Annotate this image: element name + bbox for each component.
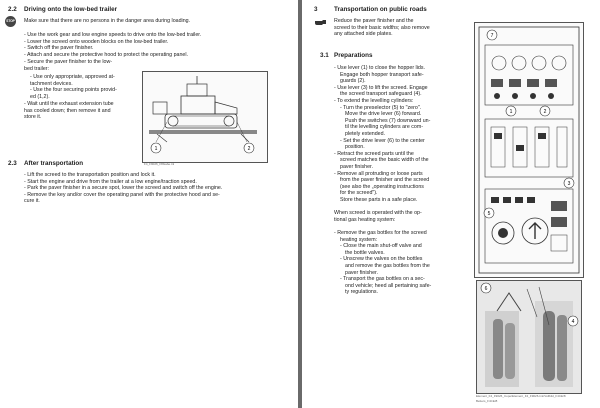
section-3-title: Transportation on public roads [334,6,427,13]
paver-on-trailer-figure [142,71,268,163]
bottom-callout-4: 4 [571,319,575,325]
paver-drawing [143,72,267,162]
right-manual-page [302,0,600,408]
figure-caption-1: Element_F4_F9026_Cope/Element_F4_F9026.tmt/Vollbild_F4CE/8 [476,394,566,398]
panel-callout-7: 7 [490,33,494,39]
paver-figure-caption: F4_F9026_F8/kabe.tnl [144,162,175,166]
section-3-number: 3 [314,6,318,13]
stop-icon: STOP [5,16,16,27]
panel-callout-5: 5 [487,211,491,217]
securing-substeps: - Use only appropriate, approved at- tachment devices. - Use the four securing points provid- ed (1,2). [30,74,117,100]
securing-step: - Secure the paver finisher to the low- bed trailer: [24,59,113,72]
hand-icon [314,17,328,27]
left-manual-page [0,0,298,408]
section-2-2-number: 2.2 [8,6,17,13]
figure-caption-2: Betters_F4CE/8 [476,399,498,403]
exhaust-step: - Wait until the exhaust extension tube has cooled down; then remove it and store it. [24,101,114,121]
section-2-2-title: Driving onto the low-bed trailer [24,6,118,13]
loading-steps: - Use the work gear and low engine speeds to drive onto the low-bed trailer. - Lower the screed onto wooden blocks on the low-bed trailer. - Switch off the paver finisher. - Attach and secure the protective hood to protect the operating panel. [24,32,202,58]
callout-2-label: 2 [247,146,251,152]
section-2-3-number: 2.3 [8,160,17,167]
reduce-width-note: Reduce the paver finisher and the screed to their basic widths; also remove any attached side plates. [334,18,430,38]
trailer-bed [149,130,257,134]
panel-callout-2: 2 [543,109,547,115]
loading-warning: Make sure that there are no persons in the danger area during loading. [24,18,191,24]
preparation-steps: - Use lever (1) to close the hopper lids. Engage both hopper transport safe- guards (2). - Use lever (3) to lift the screed. Engage the screed transport safeguard (4). - To extend the levelling cylinders: - Turn the preselector (5) to "zero". Move the drive lever (6) forward. Push the switches (7) downward un- til the levelling cylinders are com- pletely extended. - Set the drive lever (6) to the center position. - Retract the screed parts until the screed matches the basic width of the paver finisher. - Remove all protruding or loose parts from the paver finisher and the screed (see also the „operating instructions for the screed"). Store these parts in a safe place. [334,65,431,203]
after-transport-steps: - Lift the screed to the transportation position and lock it. - Start the engine and drive from the trailer at a low engine/traction speed. - Park the paver finisher in a secure spot, lower the screed and switch off the engine. - Remove the key and/or cover the operating panel with the protective hood and se- cure it. [24,172,223,205]
operating-panel-figure [474,22,584,278]
operating-panel-drawing [475,23,583,277]
callout-1-label: 1 [154,146,158,152]
gas-heating-intro: When screed is operated with the op- tional gas heating system: [334,210,422,223]
panel-callout-3: 3 [567,181,571,187]
gas-bottle-steps: - Remove the gas bottles for the screed heating system: - Close the main shut-off valve and the bottle valves. - Unscrew the valves on the bottles and remove the gas bottles from the paver finisher. - Transport the gas bottles on a sec- ond vehicle; heed all pertaining safe- ty regulations. [334,230,432,296]
bottom-callout-6: 6 [484,286,488,292]
gas-bottles-drawing [477,281,581,393]
section-3-1-number: 3.1 [320,52,329,59]
section-3-1-title: Preparations [334,52,373,59]
section-2-3-title: After transportation [24,160,84,167]
panel-callout-1: 1 [509,109,513,115]
gas-bottles-figure [476,280,582,394]
